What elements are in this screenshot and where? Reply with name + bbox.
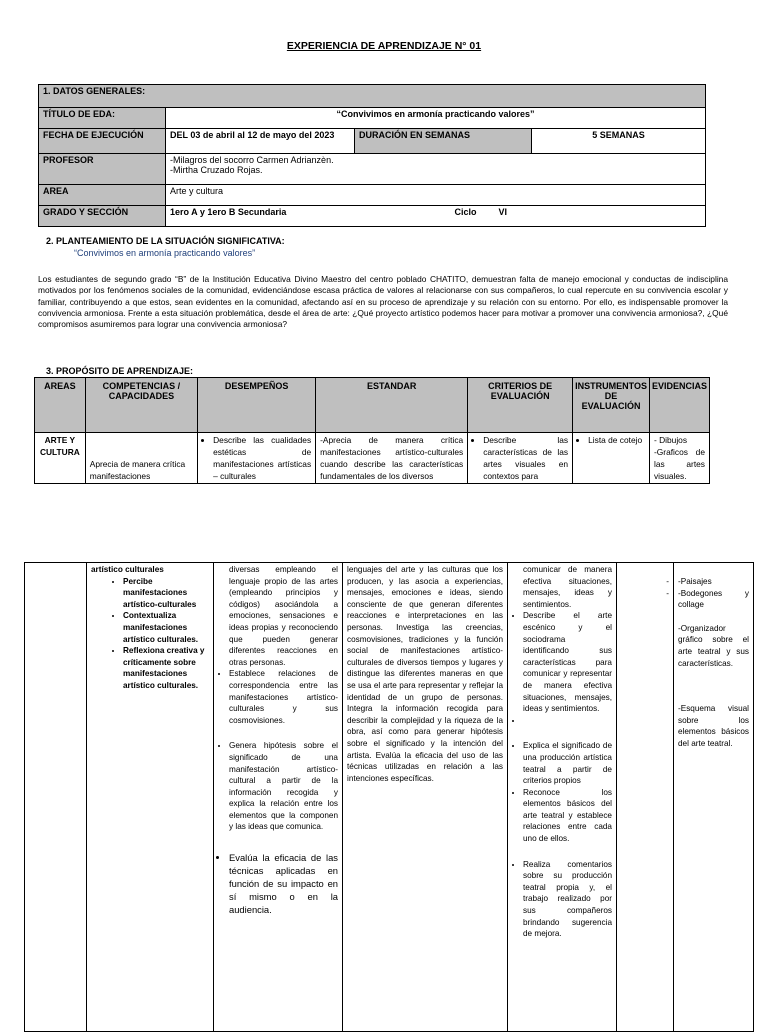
desempeno-cell xyxy=(198,433,316,484)
criterio-item: • Explica el significado de una producción artística teatral a partir de criterios propios xyxy=(523,740,612,786)
profesor-2: -Mirtha Cruzado Rojas. xyxy=(170,165,263,175)
capacidad-item: • Reflexiona creativa y críticamente sobre manifestaciones artístico culturales. xyxy=(123,645,209,691)
grado-label: GRADO Y SECCIÓN xyxy=(39,206,166,227)
profesor-1: -Milagros del socorro Carmen Adrianzèn. xyxy=(170,155,334,165)
header-instrumentos: INSTRUMENTOS DE EVALUACIÓN xyxy=(573,378,650,433)
criterio-item-empty xyxy=(523,715,612,727)
criterio-item: • Realiza comentarios sobre su producción teatral propia y, el trabajo realizado por sus compañeros brindando sugerencia de mejora. xyxy=(523,859,612,940)
situacion-paragraph: Los estudiantes de segundo grado “B” de la Institución Educativa Divino Maestro del centro poblado CHATITO, demuestran falta de manejo emocional y conductas de indisciplina motivados por los fenómenos sociales de la comunidad, evidenciándose escasa práctica de valores al relacionarse con sus compañeros, lo cual repercute en su convivencia escolar y familiar, contribuyendo a que estos, sean evidentes en la comunidad, afectando así en su proceso de aprendizaje y su relación con su entorno. Por ello, es indispensable promover la convivencia armoniosa. Frente a esta situación problemática, desde el área de arte: ¿Qué proyecto artístico podemos hacer para motivar a promover una convivencia armoniosa?, ¿Qué compromisos asumiremos para lograr una convivencia armoniosa? xyxy=(38,274,728,330)
criterio-cont: comunicar de manera efectiva situaciones, mensajes, ideas y sentimientos. xyxy=(523,565,612,609)
cont-competencia-cell xyxy=(87,563,214,1032)
criterio-item: • Reconoce los elementos básicos del arte teatral y establece relaciones entre cada uno de ellos. xyxy=(523,787,612,845)
evidencia-cell xyxy=(649,433,709,484)
competencia-cell: Aprecia de manera crítica manifestaciones xyxy=(85,433,197,484)
evidencia-item: -Esquema visual sobre los elementos básicos del arte teatral. xyxy=(678,704,749,748)
area-value: Arte y cultura xyxy=(166,185,706,206)
desempeno-item: • Establece relaciones de correspondencia entre las manifestaciones artístico-culturales y sus cosmovisiones. xyxy=(229,668,338,726)
evidencia-2: -Graficos de las artes visuales. xyxy=(653,447,705,481)
capacidad-item: • Percibe manifestaciones artístico-culturales xyxy=(123,576,209,611)
criterio-item: • Describe el arte escénico y el sociodrama identificando sus características para comunicar y representar de manera efectiva situaciones, mensajes, ideas y sentimientos. xyxy=(523,610,612,714)
duracion-label: DURACIÓN EN SEMANAS xyxy=(355,129,532,154)
grado-text: 1ero A y 1ero B Secundaria xyxy=(170,207,287,217)
page-title: EXPERIENCIA DE APRENDIZAJE N° 01 xyxy=(286,40,482,52)
header-criterios: CRITERIOS DE EVALUACIÓN xyxy=(468,378,573,433)
instrumento-item: • Lista de cotejo xyxy=(588,434,645,446)
competencia-cont: artístico culturales xyxy=(91,565,164,574)
cont-criterio-cell xyxy=(508,563,617,1032)
instrumento-cell xyxy=(573,433,650,484)
header-desempenos: DESEMPEÑOS xyxy=(198,378,316,433)
profesor-value xyxy=(166,154,706,185)
cont-desempeno-cell xyxy=(214,563,343,1032)
cont-instrumento-cell xyxy=(617,563,674,1032)
estandar-cell: -Aprecia de manera crítica manifestaciones artístico-culturales cuando describe las características fundamentales de los diversos xyxy=(316,433,468,484)
desempeno-item: • Genera hipótesis sobre el significado de una manifestación artístico-cultural a partir de la información recogida y explica la relación entre los elementos que la componen y las ideas que comunica. xyxy=(229,740,338,833)
proposito-table xyxy=(34,377,710,484)
duracion-value: 5 SEMANAS xyxy=(532,129,706,154)
ciclo-label: Ciclo xyxy=(454,207,477,217)
header-evidencias: EVIDENCIAS xyxy=(649,378,709,433)
titulo-value: “Convivimos en armonía practicando valores” xyxy=(166,108,706,129)
criterio-item: • Describe las características de las artes visuales en contextos para xyxy=(483,434,568,482)
evidencia-item: -Organizador gráfico sobre el arte teatral y sus características. xyxy=(678,623,749,668)
cont-estandar-cell: lenguajes del arte y las culturas que los producen, y las asocia a experiencias, mensajes, emociones e ideas, siendo consciente de que generan diferentes reacciones e interpretaciones en las personas. Investiga las creencias, cosmovisiones, tradiciones y la función social de manifestaciones artístico-culturales de diversos tiempos y lugares y distingue las diferentes maneras en que se usa el arte para representar y reflejar la identidad de un grupo de personas. Integra la información recogida para describir la complejidad y la riqueza de la obra, así como para generar hipótesis sobre el significado y la intención del artista. Evalúa la eficacia del uso de las técnicas utilizadas en relación a las intenciones específicas. xyxy=(343,563,508,1032)
proposito-section-title: 3. PROPÓSITO DE APRENDIZAJE: xyxy=(46,366,194,376)
titulo-label: TÍTULO DE EDA: xyxy=(39,108,166,129)
fecha-label: FECHA DE EJECUCIÓN xyxy=(39,129,166,154)
area-label: AREA xyxy=(39,185,166,206)
evidencia-1: - Dibujos xyxy=(653,435,688,445)
proposito-continuation-table xyxy=(24,562,754,1032)
general-data-table xyxy=(38,84,706,227)
general-section-title: 1. DATOS GENERALES: xyxy=(39,85,706,108)
situacion-subtitle: “Convivimos en armonía practicando valores” xyxy=(74,248,256,258)
desempeno-item: • Describe las cualidades estéticas de manifestaciones artísticas – culturales xyxy=(213,434,311,482)
header-estandar: ESTANDAR xyxy=(316,378,468,433)
desempeno-item: • Evalúa la eficacia de las técnicas aplicadas en función de su impacto en sí mismo o en la audiencia. xyxy=(229,851,338,916)
fecha-value: DEL 03 de abril al 12 de mayo del 2023 xyxy=(166,129,355,154)
header-competencias: COMPETENCIAS / CAPACIDADES xyxy=(85,378,197,433)
header-areas: AREAS xyxy=(35,378,86,433)
criterio-cell xyxy=(468,433,573,484)
ciclo-value: VI xyxy=(498,207,508,217)
evidencia-item: -Paisajes xyxy=(678,577,712,586)
instrumento-mark: - xyxy=(666,588,669,598)
cont-evidencia-cell xyxy=(674,563,754,1032)
area-cell: ARTE Y CULTURA xyxy=(35,433,86,484)
desempeno-cont: diversas empleando el lenguaje propio de las artes (empleando principios y códigos) asociándola a emociones, sensaciones e ideas propias y reconociendo que pueden generar diferentes reacciones en otras personas. xyxy=(229,565,338,667)
evidencia-item: -Bodegones y collage xyxy=(678,588,749,610)
capacidad-item: • Contextualiza manifestaciones artístico culturales. xyxy=(123,610,209,645)
cont-area-cell xyxy=(25,563,87,1032)
profesor-label: PROFESOR xyxy=(39,154,166,185)
situacion-section-title: 2. PLANTEAMIENTO DE LA SITUACIÓN SIGNIFICATIVA: xyxy=(46,236,285,246)
instrumento-mark: - xyxy=(666,577,669,586)
grado-value xyxy=(166,206,706,227)
